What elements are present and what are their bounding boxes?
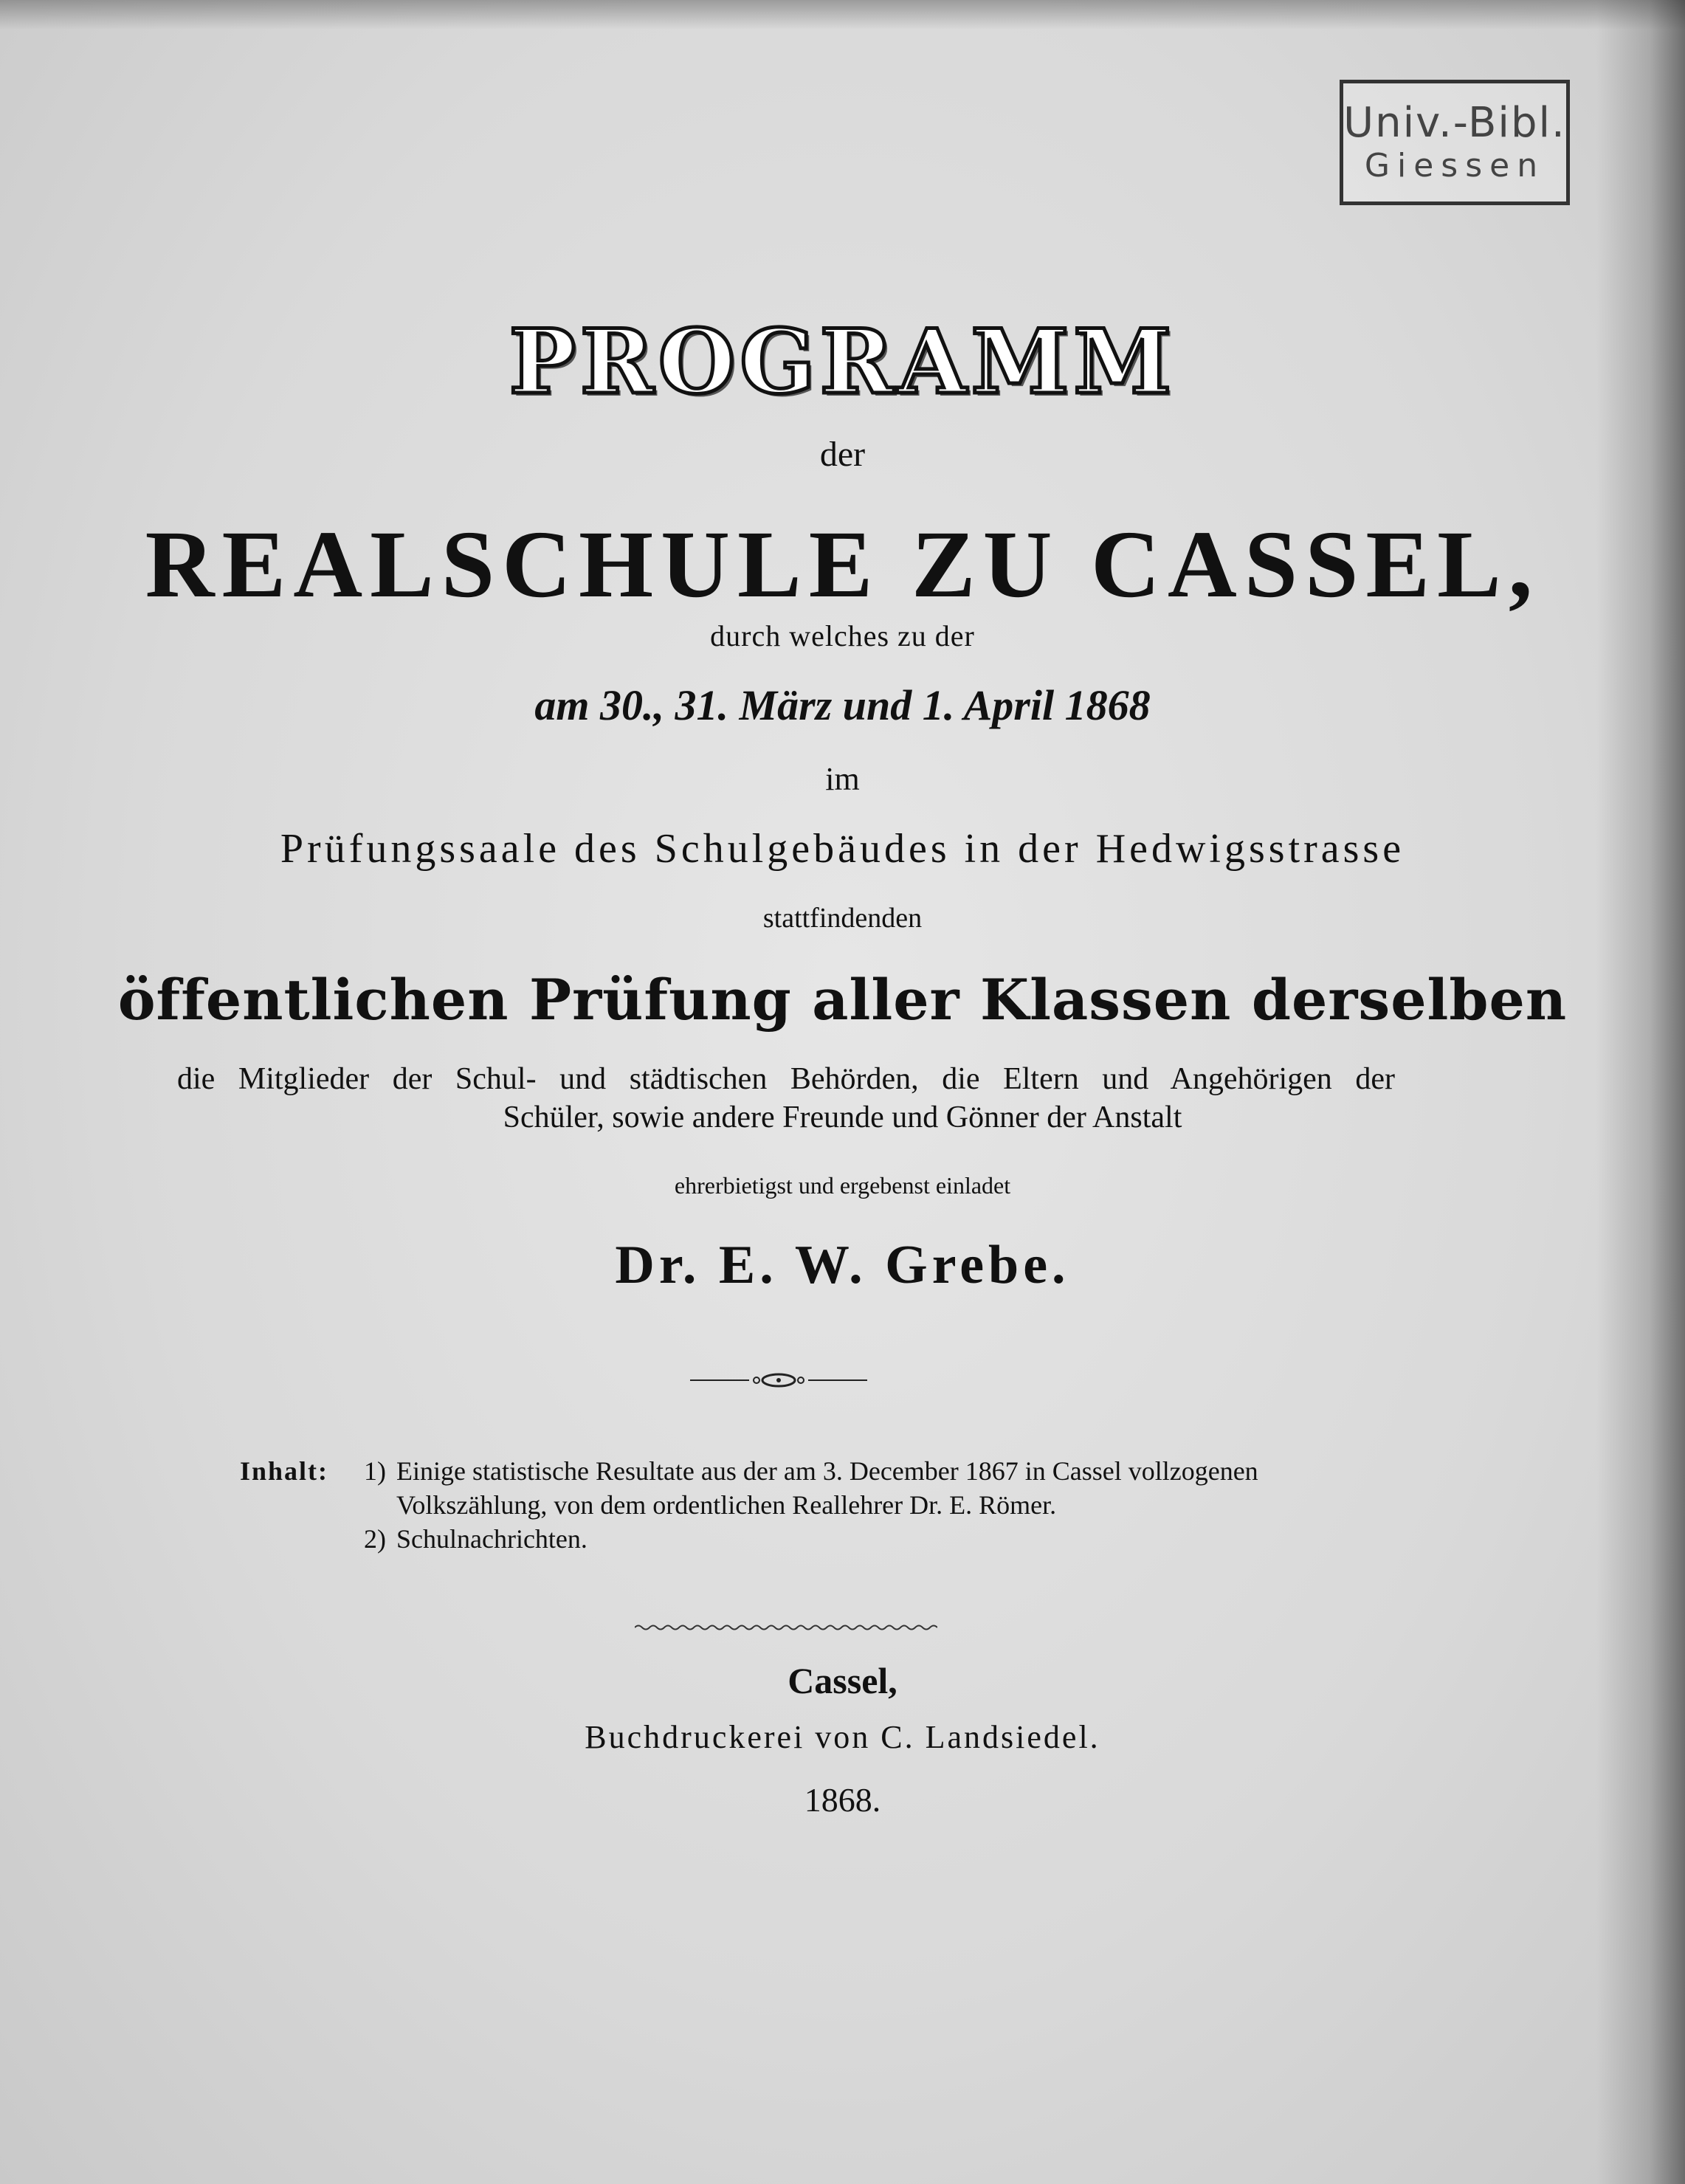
imprint-year: 1868. <box>804 1781 881 1819</box>
im-line: im <box>825 761 860 797</box>
library-stamp <box>1340 80 1570 205</box>
contents-item-number: 2) <box>364 1524 386 1554</box>
through-line: durch welches zu der <box>710 619 975 652</box>
invites-line: ehrerbietigst und ergebenst einladet <box>674 1172 1011 1199</box>
exam-venue: Prüfungssaale des Schulgebäudes in der Hedwigsstrasse <box>280 826 1405 872</box>
contents-label: Inhalt: <box>240 1456 329 1486</box>
page-edge-shadow-top <box>0 0 1685 30</box>
wavy-divider-icon <box>635 1624 937 1631</box>
program-heading: PROGRAMM <box>509 310 1176 414</box>
public-exam-line: öffentlichen Prüfung aller Klassen derselben <box>117 967 1568 1033</box>
invitees-line-2: Schüler, sowie andere Freunde und Gönner der Anstalt <box>503 1100 1182 1134</box>
contents-item-continuation: Volkszählung, von dem ordentlichen Reallehrer Dr. E. Römer. <box>396 1490 1057 1520</box>
contents-item <box>364 1522 1362 1556</box>
contents-item-text: Schulnachrichten. <box>396 1524 587 1554</box>
ornament-divider-icon <box>690 1373 867 1388</box>
imprint-place: Cassel, <box>788 1660 897 1701</box>
imprint-printer: Buchdruckerei von C. Landsiedel. <box>585 1719 1100 1755</box>
der-line: der <box>819 435 866 474</box>
school-name: REALSCHULE ZU CASSEL, <box>145 511 1540 618</box>
contents-item-text: Einige statistische Resultate aus der am 3. December 1867 in Cassel vollzogenen <box>396 1456 1258 1486</box>
contents-item <box>364 1454 1362 1488</box>
taking-place-line: stattfindenden <box>762 903 923 934</box>
exam-dates: am 30., 31. März und 1. April 1868 <box>534 681 1151 729</box>
contents-item-number: 1) <box>364 1456 386 1486</box>
invitees-line-1: die Mitglieder der Schul- und städtischen Behörden, die Eltern und Angehörigen der <box>177 1062 1395 1096</box>
contents-section <box>240 1454 1362 1556</box>
author-name: Dr. E. W. Grebe. <box>615 1235 1070 1295</box>
stamp-line-2: Giessen <box>1364 147 1546 185</box>
stamp-line-1: Univ.-Bibl. <box>1343 99 1566 147</box>
